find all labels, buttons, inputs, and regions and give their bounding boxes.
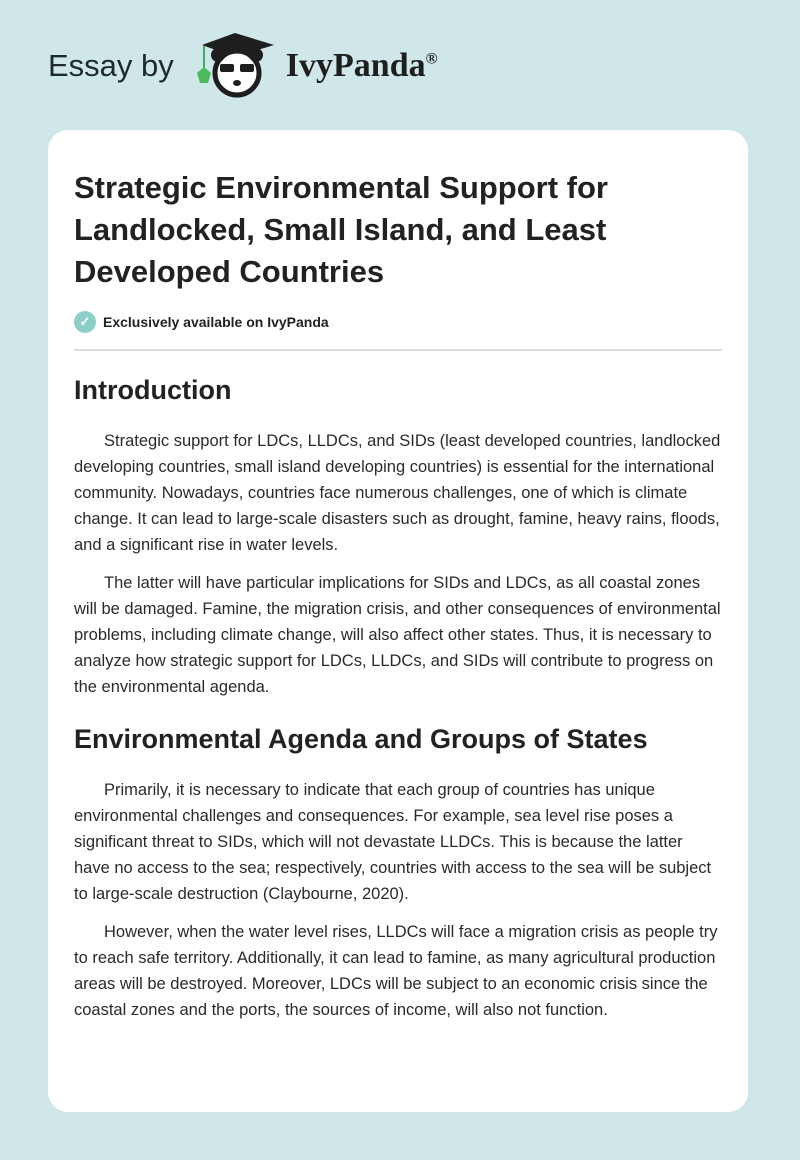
site-header — [48, 36, 438, 96]
badge-text: Exclusively available on IvyPanda — [103, 314, 329, 330]
paragraph: Strategic support for LDCs, LLDCs, and SIDs (least developed countries, landlocked developing countries, small island developing countries) is essential for the international community. Nowadays, countries face numerous challenges, one of which is climate change. It can lead to large-scale disasters such as drought, famine, heavy rains, floods, and a significant rise in water levels. — [74, 432, 721, 554]
check-icon: ✓ — [74, 311, 96, 333]
paragraph: The latter will have particular implications for SIDs and LDCs, as all coastal zones will be damaged. Famine, the migration crisis, and other consequences of environmental problems, including climate change, will also affect other states. Thus, it is necessary to analyze how strategic support for LDCs, LLDCs, and SIDs will contribute to progress on the environmental agenda. — [74, 574, 721, 696]
registered-mark: ® — [425, 50, 438, 68]
section-heading: Environmental Agenda and Groups of States — [74, 724, 648, 754]
essay-title: Strategic Environmental Support for Landlocked, Small Island, and Least Developed Countries — [74, 170, 608, 289]
brand-name[interactable] — [286, 47, 438, 85]
paragraph: However, when the water level rises, LLDCs will face a migration crisis as people try to reach safe territory. Additionally, it can lead to famine, as many agricultural production areas will be destroyed. Moreover, LDCs will be subject to an economic crisis since the coastal zones and the ports, the sources of income, will also not function. — [74, 923, 718, 1019]
paragraph: Primarily, it is necessary to indicate that each group of countries has unique environmental challenges and consequences. For example, sea level rise poses a significant threat to SIDs, which will not devastate LLDCs. This is because the latter have no access to the sea; respectively, countries with access to the sea will be subject to large-scale destruction (Claybourne, 2020). — [74, 781, 712, 903]
exclusive-badge — [74, 311, 722, 351]
brand-text: IvyPanda — [285, 47, 426, 84]
panda-logo-icon — [192, 31, 278, 101]
essay-by-label: Essay by — [48, 48, 174, 83]
essay-card — [48, 130, 748, 1112]
section-heading: Introduction — [74, 375, 232, 405]
